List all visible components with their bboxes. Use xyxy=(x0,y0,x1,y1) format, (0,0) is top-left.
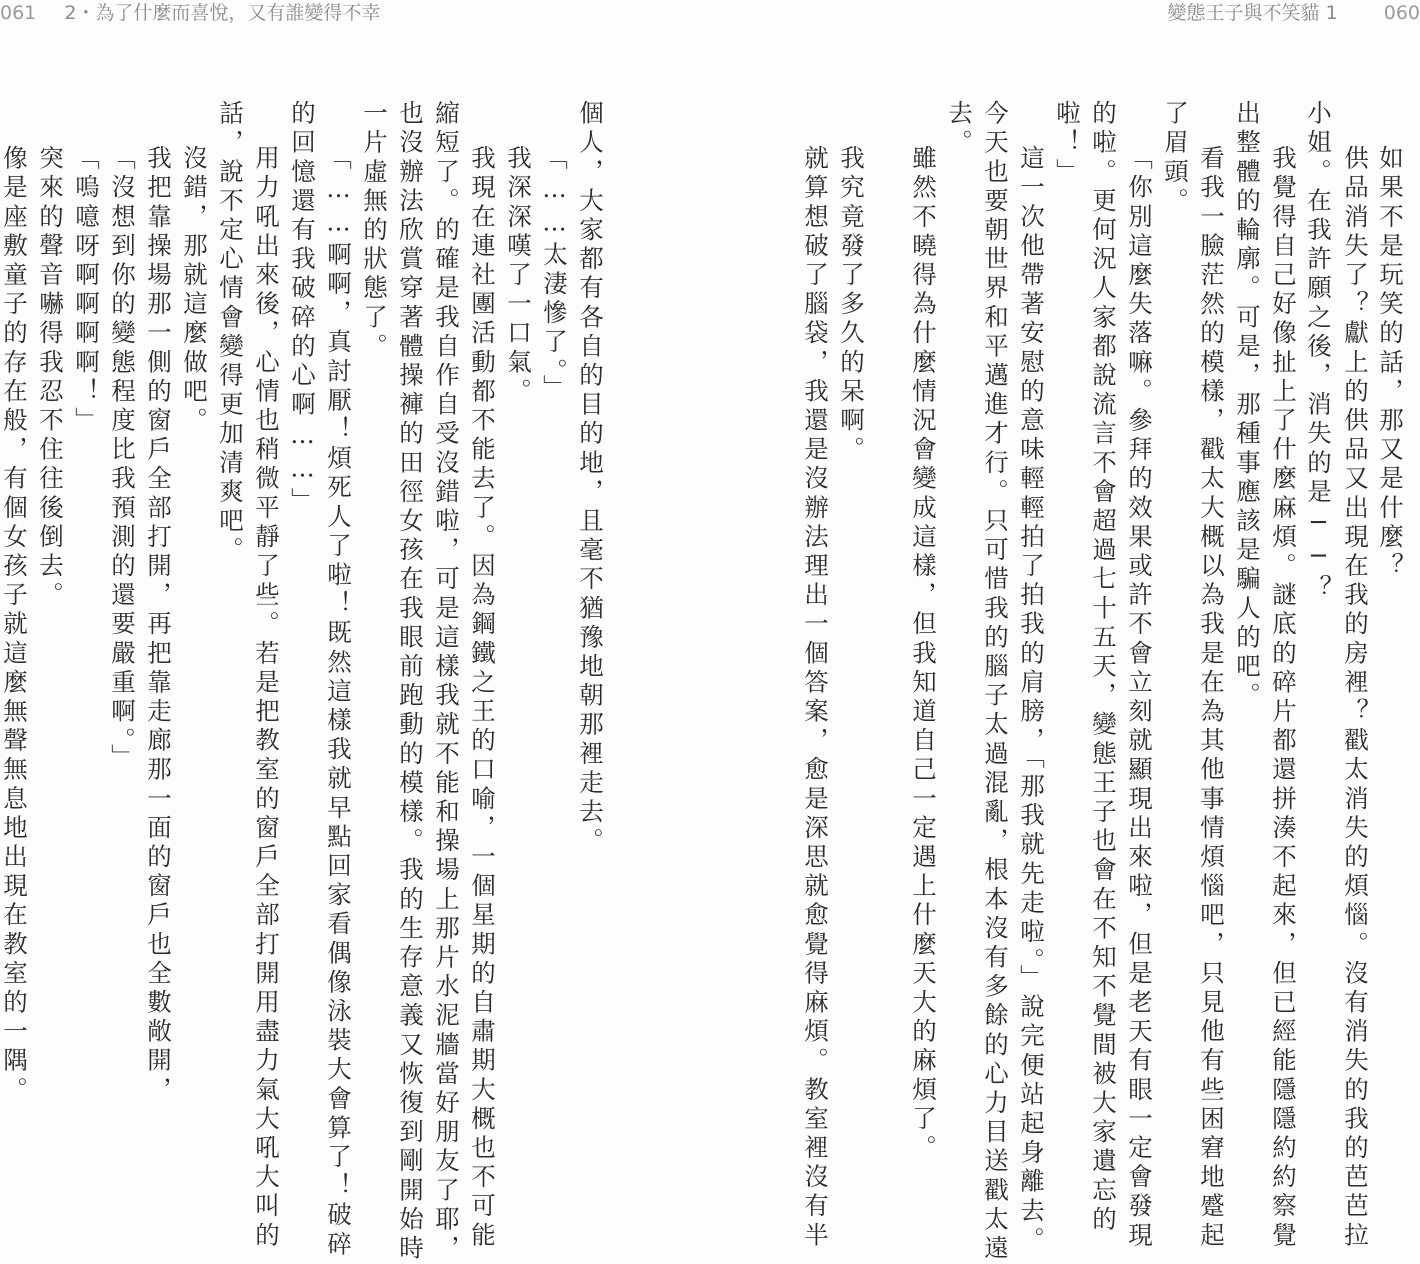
text-column: 我把靠操場那一側的窗戶全部打開，再把靠走廊那一面的窗戶也全數敞開， xyxy=(144,145,173,1106)
text-column: 一片虛無的狀態了。 xyxy=(360,100,389,362)
text-column: 我覺得自己好像扯上了什麼麻煩。謎底的碎片都還拼湊不起來，但已經能隱隱約約察覺 xyxy=(1269,145,1298,1251)
text-column: 突來的聲音嚇得我忍不住往後倒去。 xyxy=(36,145,65,611)
text-column: 了眉頭。 xyxy=(1161,100,1190,217)
text-column: 啦！」 xyxy=(1053,100,1082,188)
text-column: 我深深嘆了一口氣。 xyxy=(504,145,533,407)
left-running-header xyxy=(0,0,380,26)
text-column: 「沒想到你的變態程度比我預測的還要嚴重啊。」 xyxy=(108,145,137,773)
chapter-title: 2・為了什麼而喜悅，又有誰變得不幸 xyxy=(64,2,381,24)
text-column: 用力吼出來後，心情也稍微平靜了些。若是把教室的窗戶全部打開用盡力氣大吼大叫的 xyxy=(252,145,281,1251)
text-column: 「……太淒慘了。」 xyxy=(540,145,569,404)
text-column: 縮短了。的確是我自作自受沒錯啦，可是這樣我就不能和操場上那片水泥牆當好朋友了耶， xyxy=(432,100,461,1264)
right-running-header xyxy=(1168,0,1420,26)
right-page-number: 060 xyxy=(1383,2,1420,24)
text-column: 今天也要朝世界和平邁進才行。只可惜我的腦子太過混亂，根本沒有多餘的心力目送戳太遠 xyxy=(981,100,1010,1264)
text-column: 話，說不定心情會變得更加清爽吧。 xyxy=(216,100,245,566)
text-column: 「……啊啊，真討厭！煩死人了啦！既然這樣我就早點回家看偶像泳裝大會算了！破碎 xyxy=(324,145,353,1260)
text-column: 這一次他帶著安慰的意味輕輕拍了拍我的肩膀，「那我就先走啦。」說完便站起身離去。 xyxy=(1017,145,1046,1256)
text-column: 「你別這麼失落嘛。參拜的效果或許不會立刻就顯現出來啦，但是老天有眼一定會發現 xyxy=(1125,145,1154,1251)
text-column: 我究竟發了多久的呆啊。 xyxy=(837,145,866,466)
text-column: 雖然不曉得為什麼情況會變成這樣，但我知道自己一定遇上什麼天大的麻煩了。 xyxy=(909,145,938,1164)
left-page-number: 061 xyxy=(0,2,37,24)
text-column: 也沒辦法欣賞穿著體操褲的田徑女孩在我眼前跑動的模樣。我的生存意義又恢復到剛開始時 xyxy=(396,100,425,1264)
text-column: 的啦。更何況人家都說流言不會超過七十五天，變態王子也會在不知不覺間被大家遺忘的 xyxy=(1089,100,1118,1235)
text-column: 沒錯，那就這麼做吧。 xyxy=(180,145,209,436)
text-column: 我現在連社團活動都不能去了。因為鋼鐵之王的口喻，一個星期的自肅期大概也不可能 xyxy=(468,145,497,1251)
text-column: 個人，大家都有各自的目的地，且毫不猶豫地朝那裡走去。 xyxy=(576,100,605,857)
text-column: 小姐。在我許願之後，消失的是──？ xyxy=(1304,100,1333,604)
text-column: 去。 xyxy=(945,100,974,159)
text-column: 就算想破了腦袋，我還是沒辦法理出一個答案，愈是深思就愈覺得麻煩。教室裡沒有半 xyxy=(801,145,830,1251)
text-column: 供品消失了？獻上的供品又出現在我的房裡？戳太消失的煩惱。沒有消失的我的芭芭拉 xyxy=(1341,145,1370,1251)
text-column: 如果不是玩笑的話，那又是什麼？ xyxy=(1376,145,1405,582)
text-column: 看我一臉茫然的模樣，戳太大概以為我是在為其他事情煩惱吧，只見他有些困窘地蹙起 xyxy=(1197,145,1226,1251)
text-column: 出整體的輪廓。可是，那種事應該是騙人的吧。 xyxy=(1233,100,1262,712)
text-column: 「嗚噫呀啊啊啊啊！」 xyxy=(72,145,101,436)
text-column: 像是座敷童子的存在般，有個女孩子就這麼無聲無息地出現在教室的一隅。 xyxy=(0,145,29,1106)
book-title: 變態王子與不笑貓 1 xyxy=(1167,2,1338,24)
text-column: 的回憶還有我破碎的心啊……」 xyxy=(288,100,317,517)
